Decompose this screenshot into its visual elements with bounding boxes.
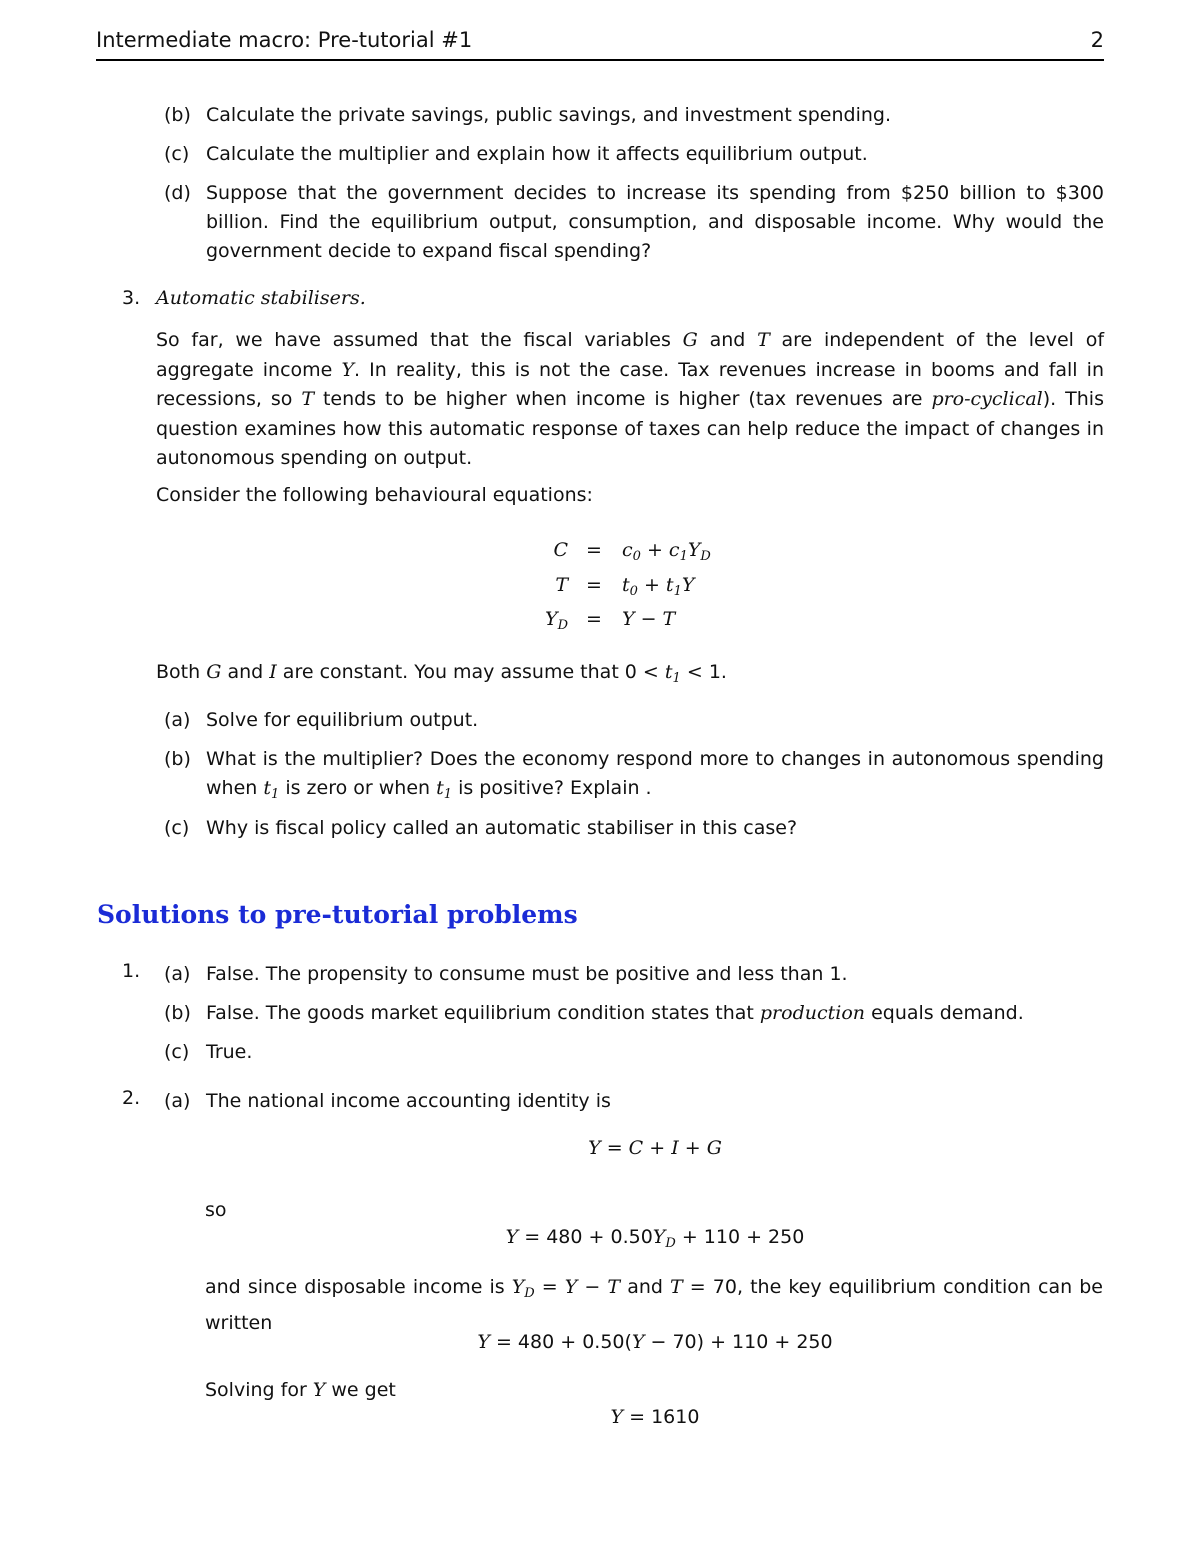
eq-rhs: $t_0 + t_1Y$ [622, 574, 695, 599]
eq-rhs: $c_0 + c_1Y_D$ [622, 539, 711, 564]
solving-line: Solving for Y we get [205, 1379, 396, 1401]
page-header [96, 26, 1104, 60]
item-label: (d) [164, 182, 191, 204]
equation-consumption: C = $c_0 + c_1Y_D$ [508, 535, 768, 565]
header-rule [96, 59, 1104, 61]
question-3-intro: So far, we have assumed that the fiscal variables G and T are independent of the level of aggregate income Y. In reality, this is not the case. Tax revenues increase in booms and fall in recessions, so T tends to be higher when income is higher (tax revenues are pro-cyclical). This question examines how this automatic response of taxes can help reduce the impact of changes in autonomous spending on output. [156, 329, 1105, 469]
header-title: Intermediate macro: Pre-tutorial #1 [96, 28, 473, 52]
item-text: Suppose that the government decides to increase its spending from $250 billion to $300 billion. Find the equilibrium output, consumption, and disposable income. Why would the government decide to expand fiscal spending? [206, 182, 1104, 262]
equation-disposable-income: $Y_D$ = Y − T [508, 604, 768, 634]
equation-identity: Y = C + I + G [588, 1137, 722, 1159]
equation-taxes: T = $t_0 + t_1Y$ [508, 570, 768, 600]
solution-1-number: 1. [122, 960, 141, 982]
page-number: 2 [1090, 28, 1104, 52]
item-label: (c) [164, 143, 190, 165]
eq-lhs: T [555, 574, 568, 596]
solutions-heading: Solutions to pre-tutorial problems [97, 900, 578, 929]
question-3-number: 3. [122, 287, 141, 309]
disposable-income-line: and since disposable income is $Y_D = Y - T$ and T = 70, the key equilibrium condition can be written [205, 1276, 1103, 1334]
eq-rhs: Y − T [622, 608, 676, 630]
constant-note: Both G and I are constant. You may assume that $0 < t_1 < 1$. [156, 661, 727, 686]
eq-lhs: $Y_D$ [545, 608, 568, 633]
question-3-title: Automatic stabilisers. [156, 287, 366, 309]
document-page: Intermediate macro: Pre-tutorial #1 2 (b) Calculate the private savings, public savings, and investment spending. (c) Calculate the multiplier and explain how it affects equilibrium output. (d) Suppose that the government decides to increase its spending from $250 billion to $300 billion. Find the equilibrium output, consumption, and disposable income. Why would the government decide to expand fiscal spending? 3. Automatic stabilisers. So far, we have assumed that the fiscal variables G and T are independent of the level of aggregate income Y. In reality, this is not the case. Tax revenues increase in booms and fall in recessions, so T tends to be higher when income is higher (tax revenues are pro-cyclical). This question examines how this automatic response of taxes can help reduce the impact of changes in autonomous spending on output. Consider the following behavioural equations: C = $c_0 + c_1Y_D$ T = $t_0 + t_1Y$ $Y_D$ = Y − T Both G and I are constant. You may assume that $0 < t_1 < 1$. (a) Solve for equilibrium output. (b) What is the multiplier? Does the economy respond more to changes in autonomous spending when $t_1$ is zero or when $t_1$ is positive? Explain . (c) Why is fiscal policy called an automatic stabiliser in this case? Solutions to pre-tutorial problems 1. (a) False. The propensity to consume must be positive and less than 1. (b) False. The goods market equilibrium condition states that production equals demand. (c) True. 2. (a) The national income accounting identity is Y = C + I + G so $Y = 480 + 0.50Y_D + 110 + 250$ and since disposable income is $Y_D = Y - T$ and T = 70, the key equilibrium condition can be written Y = 480 + 0.50(Y − 70) + 110 + 250 Solving for Y we get Y = 1610 [96, 28, 1105, 1428]
so-word: so [205, 1199, 227, 1221]
item-text: Calculate the private savings, public savings, and investment spending. [206, 104, 892, 126]
equation-substituted: $Y = 480 + 0.50Y_D + 110 + 250$ [505, 1226, 805, 1251]
item-text: Calculate the multiplier and explain how it affects equilibrium output. [206, 143, 868, 165]
solution-2-number: 2. [122, 1087, 141, 1109]
equation-condition: Y = 480 + 0.50(Y − 70) + 110 + 250 [477, 1331, 833, 1353]
item-label: (b) [164, 104, 191, 126]
eq-lhs: C [553, 539, 568, 561]
consider-line: Consider the following behavioural equations: [156, 484, 593, 506]
equation-result: Y = 1610 [610, 1406, 700, 1428]
